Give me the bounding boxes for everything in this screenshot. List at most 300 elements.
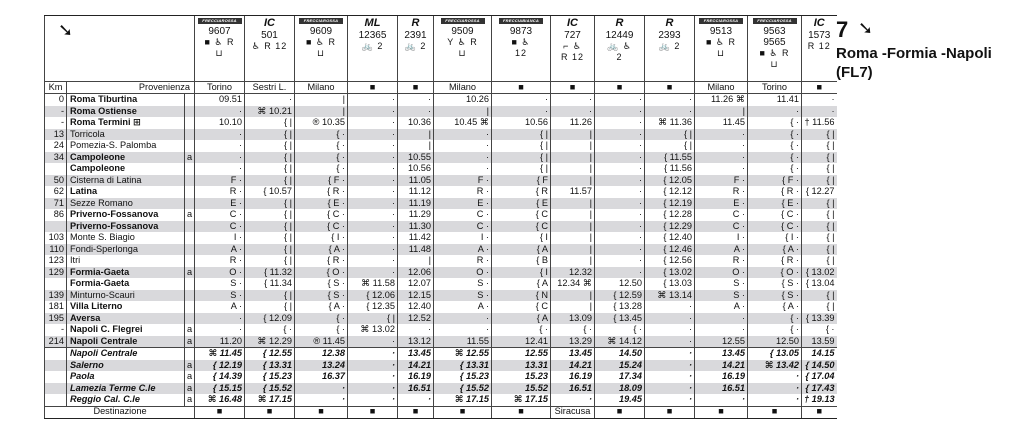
time-cell: 11.42: [398, 232, 434, 244]
station-row: [45, 186, 837, 198]
brand-badge: FRECCIAROSSA: [299, 18, 343, 24]
time-cell: ·: [595, 129, 645, 141]
service-icons: Y ♿ R: [447, 37, 478, 47]
train-number-2: 9565: [763, 37, 786, 48]
time-cell: { |: [245, 163, 295, 175]
destinazione-cell: ■: [245, 406, 295, 418]
time-cell: ·: [595, 255, 645, 267]
train-header: [802, 16, 837, 82]
time-cell: 10.36: [398, 117, 434, 129]
service-icons: ■ ♿ R: [305, 37, 336, 47]
time-cell: { A: [492, 244, 551, 256]
time-cell: A ·: [434, 244, 492, 256]
time-cell: { ·: [595, 324, 645, 336]
time-cell: { ·: [551, 324, 595, 336]
time-cell: { |: [245, 152, 295, 164]
time-cell: ·: [595, 106, 645, 118]
arrival-flag: a: [185, 324, 195, 336]
time-cell: |: [551, 290, 595, 302]
time-cell: S ·: [434, 278, 492, 290]
time-cell: { |: [245, 255, 295, 267]
time-cell: { |: [245, 140, 295, 152]
time-cell: { |: [245, 301, 295, 313]
time-cell: ·: [551, 106, 595, 118]
time-cell: F ·: [434, 175, 492, 187]
provenienza-cell: ■: [551, 82, 595, 94]
arrival-flag: a: [185, 209, 195, 221]
time-cell: { ·: [748, 324, 802, 336]
service-icons: 🚲 ♿: [607, 41, 632, 51]
time-cell: { ·: [295, 313, 348, 325]
destinazione-cell: ■: [348, 406, 398, 418]
time-cell: ·: [195, 129, 245, 141]
line-title: [836, 44, 1021, 82]
time-cell: ·: [195, 324, 245, 336]
train-number: 9563: [763, 26, 786, 37]
time-cell: ·: [645, 383, 695, 395]
time-cell: 10.45 ⌘: [434, 117, 492, 129]
time-cell: 12.50: [748, 336, 802, 348]
time-cell: ⌘ 17.15: [245, 394, 295, 406]
time-cell: I ·: [434, 232, 492, 244]
station-row: [45, 324, 837, 336]
time-cell: F ·: [695, 175, 748, 187]
time-cell: { ·: [295, 129, 348, 141]
time-cell: ·: [434, 129, 492, 141]
train-logo: R: [411, 17, 420, 29]
time-cell: { 14.39: [195, 371, 245, 383]
time-cell: { |: [245, 290, 295, 302]
km-value: [45, 278, 67, 290]
train-header: [398, 16, 434, 82]
time-cell: ·: [595, 94, 645, 106]
train-number: 2393: [658, 30, 681, 41]
line-number: 7: [836, 17, 849, 42]
time-cell: { I: [492, 267, 551, 279]
time-cell: { 12.19: [645, 198, 695, 210]
time-cell: ⌘ 11.45: [195, 348, 245, 360]
time-cell: { ·: [748, 129, 802, 141]
arrival-flag: a: [185, 267, 195, 279]
station-name: Napoli Centrale: [67, 336, 185, 348]
time-cell: ·: [748, 383, 802, 395]
time-cell: 10.26: [434, 94, 492, 106]
km-value: 123: [45, 255, 67, 267]
station-name: Reggio Cal. C.le: [67, 394, 185, 406]
train-header: [645, 16, 695, 82]
time-cell: { C: [492, 221, 551, 233]
time-cell: ·: [595, 232, 645, 244]
km-value: [45, 221, 67, 233]
km-value: 71: [45, 198, 67, 210]
time-cell: 13.45: [695, 348, 748, 360]
time-cell: ·: [695, 152, 748, 164]
station-row: [45, 301, 837, 313]
station-name: Formia-Gaeta: [67, 278, 185, 290]
time-cell: |: [551, 140, 595, 152]
time-cell: ·: [595, 267, 645, 279]
time-cell: { A ·: [748, 244, 802, 256]
time-cell: ·: [398, 106, 434, 118]
station-name: Roma Termini ⊞: [67, 117, 185, 129]
time-cell: 11.19: [398, 198, 434, 210]
time-cell: 11.55: [434, 336, 492, 348]
time-cell: { 11.56: [645, 163, 695, 175]
time-cell: { |: [245, 232, 295, 244]
service-icons: 🚲 2: [658, 41, 681, 51]
provenienza-cell: Milano: [695, 82, 748, 94]
time-cell: S ·: [434, 290, 492, 302]
time-cell: ·: [595, 244, 645, 256]
time-cell: |: [398, 129, 434, 141]
time-cell: { |: [802, 221, 837, 233]
time-cell: O ·: [695, 267, 748, 279]
corner-arrow-icon: ➘: [58, 20, 74, 40]
time-cell: { 12.06: [348, 290, 398, 302]
route-code: (FL7): [836, 64, 873, 81]
arrival-flag: [185, 175, 195, 187]
time-cell: { 12.56: [645, 255, 695, 267]
destinazione-cell: ■: [695, 406, 748, 418]
time-cell: ·: [748, 371, 802, 383]
time-cell: 11.20: [195, 336, 245, 348]
destinazione-cell: ■: [748, 406, 802, 418]
time-cell: 15.24: [595, 360, 645, 372]
time-cell: 16.19: [551, 371, 595, 383]
time-cell: 16.51: [695, 383, 748, 395]
km-value: 0: [45, 94, 67, 106]
train-header: [434, 16, 492, 82]
time-cell: ·: [348, 255, 398, 267]
time-cell: ·: [348, 360, 398, 372]
time-cell: C ·: [434, 209, 492, 221]
time-cell: { ·: [295, 152, 348, 164]
service-extra: ⊔: [215, 48, 224, 58]
time-cell: { |: [802, 244, 837, 256]
time-cell: { |: [245, 244, 295, 256]
time-cell: { N: [492, 290, 551, 302]
brand-badge: FRECCIAROSSA: [198, 18, 242, 24]
destinazione-cell: ■: [492, 406, 551, 418]
time-cell: I ·: [695, 232, 748, 244]
brand-badge: FRECCIAROSSA: [753, 18, 797, 24]
time-cell: { R ·: [295, 186, 348, 198]
station-name: Napoli Centrale: [67, 348, 185, 360]
time-cell: 10.55: [398, 152, 434, 164]
station-name: Cisterna di Latina: [67, 175, 185, 187]
train-header-row: [45, 16, 837, 82]
service-icons: 🚲 2: [361, 41, 384, 51]
time-cell: { 11.34: [245, 278, 295, 290]
train-logo: IC: [264, 17, 275, 29]
train-header: [295, 16, 348, 82]
time-cell: { I ·: [295, 232, 348, 244]
service-extra: 2: [616, 52, 623, 62]
time-cell: ⌘ 11.36: [645, 117, 695, 129]
arrival-flag: [185, 117, 195, 129]
time-cell: ·: [398, 324, 434, 336]
time-cell: ·: [398, 94, 434, 106]
time-cell: { ·: [802, 324, 837, 336]
time-cell: ·: [645, 324, 695, 336]
station-row: [45, 267, 837, 279]
service-icons: ♿ R 12: [251, 41, 288, 51]
time-cell: { |: [645, 140, 695, 152]
time-cell: ·: [348, 140, 398, 152]
station-row: [45, 255, 837, 267]
time-cell: { A ·: [295, 301, 348, 313]
time-cell: ·: [595, 152, 645, 164]
time-cell: ⌘ 14.12: [595, 336, 645, 348]
km-value: -: [45, 117, 67, 129]
time-cell: { A: [492, 313, 551, 325]
time-cell: { 12.05: [645, 175, 695, 187]
time-cell: |: [295, 106, 348, 118]
time-cell: ·: [348, 348, 398, 360]
train-number: 501: [261, 30, 278, 41]
time-cell: { 12.40: [645, 232, 695, 244]
time-cell: ⌘ 10.21: [245, 106, 295, 118]
arrival-flag: [185, 163, 195, 175]
time-cell: { ·: [748, 140, 802, 152]
time-cell: { 15.52: [245, 383, 295, 395]
station-name: Lamezia Terme C.le: [67, 383, 185, 395]
time-cell: 12.32: [551, 267, 595, 279]
station-row: [45, 129, 837, 141]
time-cell: ·: [595, 163, 645, 175]
km-value: 103: [45, 232, 67, 244]
time-cell: |: [551, 209, 595, 221]
station-name: Campoleone: [67, 152, 185, 164]
time-cell: ·: [398, 394, 434, 406]
time-cell: ·: [348, 186, 398, 198]
time-cell: { F ·: [295, 175, 348, 187]
time-cell: ⌘ 13.14: [645, 290, 695, 302]
time-cell: ·: [348, 94, 398, 106]
time-cell: { 15.23: [245, 371, 295, 383]
train-logo: ML: [364, 17, 381, 29]
time-cell: 19.45: [595, 394, 645, 406]
time-cell: |: [295, 94, 348, 106]
time-cell: { R: [492, 186, 551, 198]
arrival-flag: [185, 290, 195, 302]
station-name: Itri: [67, 255, 185, 267]
station-row: [45, 140, 837, 152]
time-cell: ·: [348, 267, 398, 279]
time-cell: { 10.57: [245, 186, 295, 198]
time-cell: |: [551, 301, 595, 313]
station-name: Salerno: [67, 360, 185, 372]
time-cell: { R ·: [748, 186, 802, 198]
time-cell: { |: [802, 140, 837, 152]
station-name: Monte S. Biagio: [67, 232, 185, 244]
time-cell: 18.09: [595, 383, 645, 395]
km-value: [45, 348, 67, 360]
time-cell: |: [551, 152, 595, 164]
time-cell: { |: [645, 129, 695, 141]
time-cell: ⌘ 17.15: [434, 394, 492, 406]
time-cell: C ·: [695, 221, 748, 233]
time-cell: 12.38: [295, 348, 348, 360]
time-cell: { |: [802, 175, 837, 187]
time-cell: |: [551, 221, 595, 233]
time-cell: E ·: [695, 198, 748, 210]
km-value: 214: [45, 336, 67, 348]
time-cell: ·: [348, 175, 398, 187]
time-cell: 12.34 ⌘: [551, 278, 595, 290]
time-cell: 12.15: [398, 290, 434, 302]
destinazione-cell: ■: [295, 406, 348, 418]
train-header: [551, 16, 595, 82]
station-row: [45, 221, 837, 233]
time-cell: ·: [748, 394, 802, 406]
km-value: 181: [45, 301, 67, 313]
time-cell: { S ·: [748, 290, 802, 302]
time-cell: { C ·: [748, 209, 802, 221]
time-cell: ·: [492, 106, 551, 118]
time-cell: ⌘ 16.48: [195, 394, 245, 406]
time-cell: { ·: [748, 152, 802, 164]
train-header: [695, 16, 748, 82]
time-cell: ·: [645, 106, 695, 118]
time-cell: ·: [695, 140, 748, 152]
arrival-flag: [185, 106, 195, 118]
station-row: [45, 209, 837, 221]
time-cell: 14.50: [595, 348, 645, 360]
station-name: Latina: [67, 186, 185, 198]
time-cell: { |: [802, 152, 837, 164]
km-value: 50: [45, 175, 67, 187]
time-cell: 12.07: [398, 278, 434, 290]
time-cell: 11.29: [398, 209, 434, 221]
time-cell: { S ·: [748, 278, 802, 290]
time-cell: { I: [492, 232, 551, 244]
destinazione-cell: ■: [398, 406, 434, 418]
destinazione-cell: ■: [195, 406, 245, 418]
service-extra: ⊔: [316, 48, 326, 58]
time-cell: ·: [195, 313, 245, 325]
time-cell: 15.52: [492, 383, 551, 395]
train-logo: R: [665, 17, 674, 29]
station-row: [45, 360, 837, 372]
time-cell: { F: [492, 175, 551, 187]
train-header: [245, 16, 295, 82]
km-value: 13: [45, 129, 67, 141]
time-cell: 13.29: [551, 336, 595, 348]
time-cell: A ·: [195, 301, 245, 313]
time-cell: I ·: [195, 232, 245, 244]
station-row: [45, 163, 837, 175]
time-cell: S ·: [195, 290, 245, 302]
time-cell: { ·: [295, 163, 348, 175]
time-cell: { 17.04: [802, 371, 837, 383]
time-cell: { 12.55: [245, 348, 295, 360]
time-cell: { 12.29: [645, 221, 695, 233]
time-cell: { F ·: [748, 175, 802, 187]
time-cell: ·: [695, 324, 748, 336]
time-cell: { 13.03: [645, 278, 695, 290]
arrival-flag: a: [185, 371, 195, 383]
time-cell: { |: [245, 221, 295, 233]
time-cell: { |: [802, 163, 837, 175]
km-value: 129: [45, 267, 67, 279]
time-cell: E ·: [195, 198, 245, 210]
timetable: [44, 15, 837, 419]
time-cell: { C: [492, 301, 551, 313]
time-cell: { C ·: [748, 221, 802, 233]
time-cell: 14.15: [802, 348, 837, 360]
time-cell: ·: [645, 394, 695, 406]
time-cell: ·: [645, 348, 695, 360]
time-cell: ·: [348, 129, 398, 141]
time-cell: A ·: [434, 301, 492, 313]
destinazione-cell: ■: [595, 406, 645, 418]
time-cell: ⌘ 11.58: [348, 278, 398, 290]
time-cell: ·: [348, 394, 398, 406]
time-cell: S ·: [195, 278, 245, 290]
arrow-icon: ➘: [858, 18, 874, 38]
time-cell: 15.23: [492, 371, 551, 383]
time-cell: ·: [348, 209, 398, 221]
provenienza-cell: ■: [595, 82, 645, 94]
time-cell: { ·: [295, 140, 348, 152]
time-cell: ·: [348, 163, 398, 175]
provenienza-cell: Sestri L.: [245, 82, 295, 94]
brand-badge: FRECCIAROSSA: [699, 18, 743, 24]
km-value: -: [45, 106, 67, 118]
time-cell: ·: [645, 371, 695, 383]
km-value: 34: [45, 152, 67, 164]
time-cell: { 13.02: [802, 267, 837, 279]
arrival-flag: [185, 255, 195, 267]
time-cell: 12.06: [398, 267, 434, 279]
time-cell: ·: [195, 152, 245, 164]
time-cell: { S ·: [295, 278, 348, 290]
time-cell: { ·: [748, 313, 802, 325]
station-name: Napoli C. Flegrei: [67, 324, 185, 336]
time-cell: ·: [434, 152, 492, 164]
time-cell: ·: [492, 94, 551, 106]
station-name: Pomezia-S. Palomba: [67, 140, 185, 152]
time-cell: { R ·: [295, 255, 348, 267]
time-cell: { |: [802, 301, 837, 313]
train-number: 9513: [709, 26, 733, 37]
station-row: [45, 394, 837, 406]
arrival-flag: a: [185, 360, 195, 372]
time-cell: { 11.32: [245, 267, 295, 279]
station-name: Roma Tiburtina: [67, 94, 185, 106]
time-cell: { 15.15: [195, 383, 245, 395]
time-cell: 13.09: [551, 313, 595, 325]
time-cell: 14.21: [695, 360, 748, 372]
time-cell: ·: [348, 198, 398, 210]
station-row: [45, 383, 837, 395]
train-number: 9509: [451, 26, 474, 37]
time-cell: 16.51: [551, 383, 595, 395]
time-cell: |: [434, 106, 492, 118]
train-number: 12449: [605, 30, 634, 41]
km-value: [45, 383, 67, 395]
train-logo: R: [615, 17, 624, 29]
train-number: 9873: [509, 26, 533, 37]
time-cell: { S ·: [295, 290, 348, 302]
provenienza-cell: ■: [492, 82, 551, 94]
km-value: [45, 163, 67, 175]
time-cell: { |: [348, 313, 398, 325]
time-cell: { |: [492, 140, 551, 152]
time-cell: 12.40: [398, 301, 434, 313]
time-cell: ·: [551, 94, 595, 106]
